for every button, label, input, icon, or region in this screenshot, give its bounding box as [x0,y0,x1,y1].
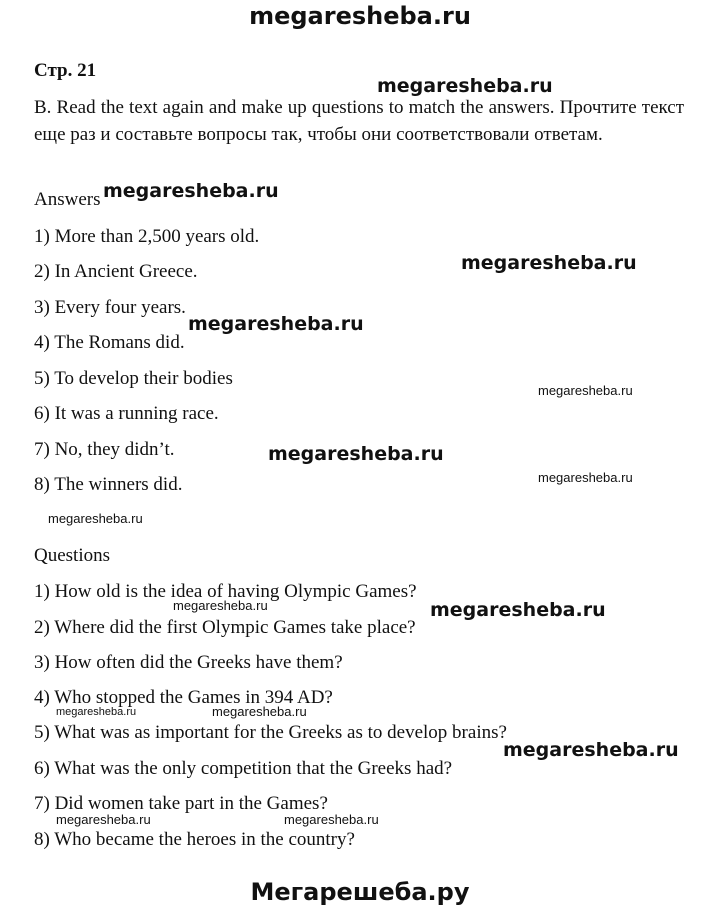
question-item: 5) What was as important for the Greeks as to develop brains? [34,722,507,743]
page-label: Стр. 21 [34,60,97,81]
watermark: megaresheba.ru [430,599,606,621]
watermark: megaresheba.ru [188,313,364,335]
watermark: megaresheba.ru [461,252,637,274]
answer-item: 7) No, they didn’t. [34,439,175,460]
questions-heading: Questions [34,545,110,566]
watermark: megaresheba.ru [538,383,633,398]
answer-item: 8) The winners did. [34,474,183,495]
answer-item: 1) More than 2,500 years old. [34,226,260,247]
watermark: megaresheba.ru [48,511,143,526]
watermark: megaresheba.ru [56,812,151,827]
question-item: 1) How old is the idea of having Olympic Games? [34,581,417,602]
answers-heading: Answers [34,189,101,210]
watermark: megaresheba.ru [212,704,307,719]
question-item: 6) What was the only competition that the Greeks had? [34,758,453,779]
question-item: 7) Did women take part in the Games? [34,793,328,814]
watermark: megaresheba.ru [284,812,379,827]
task-instructions: B. Read the text again and make up questions to match the answers. Прочтите текст еще раз и составьте вопросы так, чтобы они соответствовали ответам. [34,97,684,145]
watermark: megaresheba.ru [103,180,279,202]
watermark: megaresheba.ru [538,470,633,485]
watermark: megaresheba.ru [377,75,553,97]
question-item: 8) Who became the heroes in the country? [34,829,355,850]
answer-item: 6) It was a running race. [34,403,219,424]
question-item: 3) How often did the Greeks have them? [34,652,343,673]
watermark: megaresheba.ru [56,706,137,718]
answer-item: 4) The Romans did. [34,332,185,353]
answer-item: 5) To develop their bodies [34,368,233,389]
answer-item: 2) In Ancient Greece. [34,261,198,282]
question-item: 2) Where did the first Olympic Games take place? [34,617,416,638]
site-header: megaresheba.ru [249,2,471,30]
watermark: megaresheba.ru [268,443,444,465]
question-item: 4) Who stopped the Games in 394 AD? [34,687,333,708]
watermark: megaresheba.ru [503,739,679,761]
answer-item: 3) Every four years. [34,297,186,318]
watermark: megaresheba.ru [173,598,268,613]
site-footer: Мегарешеба.ру [250,878,470,906]
